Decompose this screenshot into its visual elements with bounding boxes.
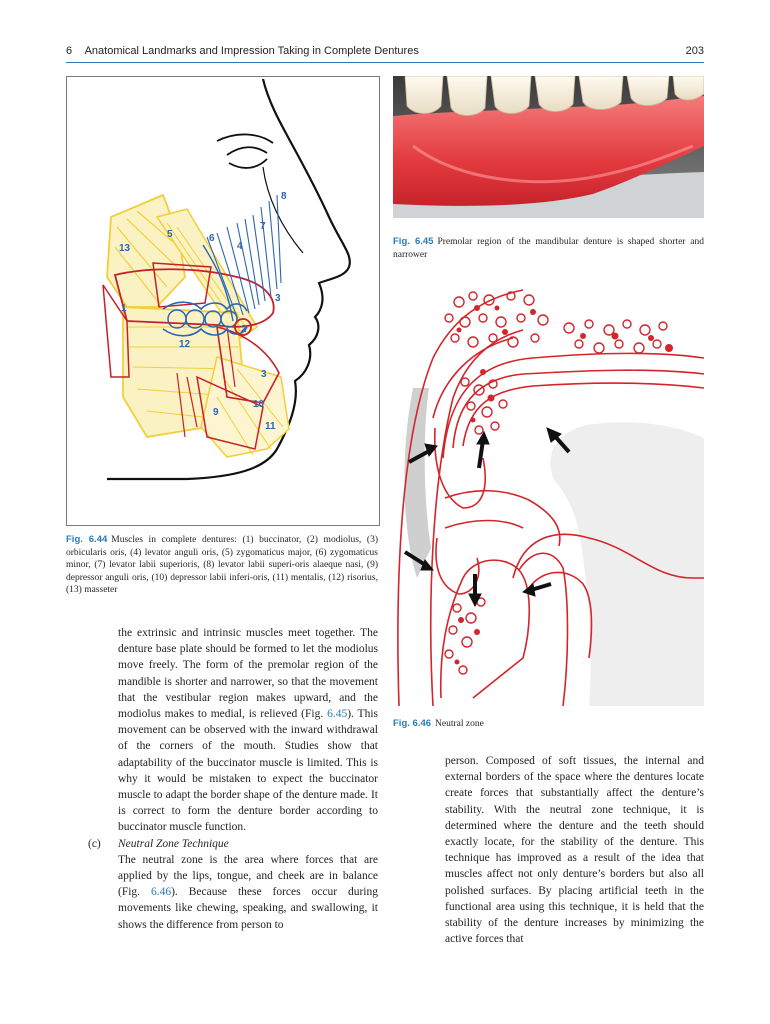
caption-text-6-46: Neutral zone — [435, 719, 484, 729]
paragraph-neutral-zone — [118, 852, 378, 933]
list-item-neutral-zone — [88, 836, 378, 852]
paragraph-text: the extrinsic and intrinsic muscles meet together. The denture base plate should be formed to let the modiolus move freely. The form of the premolar region of the mandible is shorter and narrower, so that the movement that the vestibular region makes upward, and the modiolus makes to medial, is relieved (Fig. — [118, 627, 378, 721]
chapter-title: Anatomical Landmarks and Impression Taking in Complete Dentures — [84, 45, 419, 57]
paragraph-continuation: person. Composed of soft tissues, the internal and external borders of the space where the dentures locate create forces that substantially affect the denture’s stability. With the neutral zone technique, it is determined where the denture and the teeth should exactly locate, for the stability of the denture. This technique has improved as a result of the idea that muscles affect not only denture’s borders but also all polished surfaces. By placing artificial teeth in the functional area using this technique, it is held that the stability of the denture increases by minimizing the active forces that — [445, 755, 704, 946]
muscle-number-5: 5 — [167, 229, 173, 240]
muscle-number-11: 11 — [265, 421, 276, 432]
caption-fig-6-46 — [393, 718, 704, 731]
muscle-number-13: 13 — [119, 243, 131, 254]
running-header — [66, 45, 419, 57]
figure-ref-6-45[interactable]: 6.45 — [327, 708, 348, 721]
muscle-number-10: 10 — [253, 399, 265, 410]
caption-fig-6-45 — [393, 236, 704, 261]
body-column-right — [445, 753, 704, 947]
list-item-title: Neutral Zone Technique — [118, 837, 229, 850]
caption-label-6-46: Fig. 6.46 — [393, 718, 432, 729]
denture-photo-drawing — [393, 76, 704, 218]
figure-6-44-muscles-illustration — [66, 76, 380, 526]
figure-6-45-denture-photo — [393, 76, 704, 218]
muscle-number-7: 7 — [260, 221, 266, 232]
caption-text-6-44: Muscles in complete dentures: (1) buccinator, (2) modiolus, (3) orbicularis oris, (4) levator anguli oris, (5) zygomaticus major, (6) zygomaticus minor, (7) levator labii superioris, (8) levator labii superi-oris alaeque nasi, (9) depressor anguli oris, (10) depressor labii inferi-oris, (11) mentalis, (12) risorius, (13) masseter — [66, 535, 378, 595]
paragraph-text: The neutral zone is the area where forces that are applied by the lips, tongue, and cheek are in balance (Fig. — [118, 853, 378, 899]
paragraph-text: ). This movement can be observed with the inward withdrawal of the corners of the mouth. Studies show that adaptability of the buccinator muscle is limited. This is why it would be mistaken to expect the buccinator muscle to adapt the border shape of the denture made. It is correct to form the denture border according to buccinator muscle function. — [118, 708, 378, 834]
muscle-number-8: 8 — [281, 191, 287, 202]
caption-label-6-44: Fig. 6.44 — [66, 534, 108, 545]
muscle-number-6: 6 — [209, 233, 215, 244]
figure-ref-6-46[interactable]: 6.46 — [150, 886, 172, 899]
paragraph-text: ). Because these forces occur during movements like chewing, speaking, and swallowing, it shows the difference from person to — [118, 886, 378, 931]
muscle-number-1: 1 — [121, 303, 127, 314]
muscle-number-12: 12 — [179, 339, 191, 350]
muscles-drawing — [67, 77, 379, 525]
muscle-number-4: 4 — [237, 241, 243, 252]
caption-fig-6-44 — [66, 534, 378, 597]
muscle-number-3-lower: 3 — [261, 369, 267, 380]
list-marker: (c) — [88, 837, 101, 850]
muscle-number-3-upper: 3 — [275, 293, 281, 304]
caption-text-6-45: Premolar region of the mandibular denture is shaped shorter and narrower — [393, 237, 704, 260]
muscle-number-9: 9 — [213, 407, 219, 418]
muscle-number-2: 2 — [241, 324, 247, 335]
paragraph-modiolus — [118, 625, 378, 836]
caption-label-6-45: Fig. 6.45 — [393, 236, 434, 247]
header-rule — [66, 62, 704, 63]
body-column-left — [88, 625, 378, 933]
figure-6-46-neutral-zone-diagram — [393, 278, 704, 706]
neutral-zone-drawing — [393, 278, 704, 706]
page-number: 203 — [685, 45, 704, 57]
chapter-number: 6 — [66, 45, 73, 57]
